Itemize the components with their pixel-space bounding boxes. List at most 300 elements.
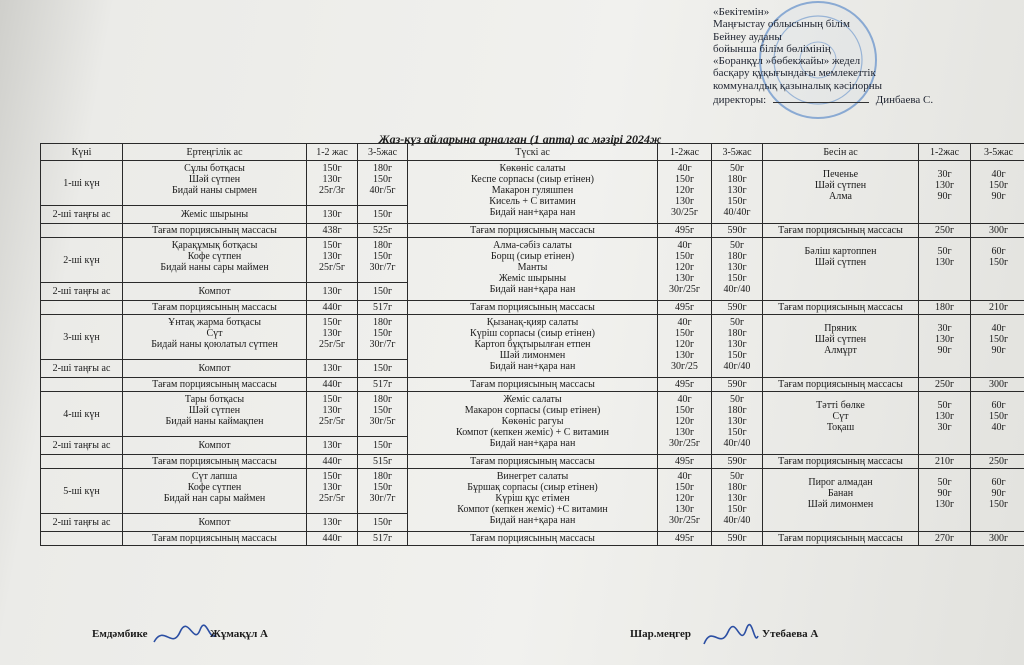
- day-label: 3-ші күн: [41, 315, 123, 360]
- breakfast-item: Бидай наны сырмен: [172, 185, 257, 196]
- portion-mass-row: [41, 455, 1024, 469]
- lunch-item: Бидай нан+қара нан: [489, 207, 576, 218]
- mass-day-spacer: [41, 378, 123, 392]
- mass-label: Тағам порциясының массасы: [408, 224, 658, 238]
- day-label: 2-ші күн: [41, 238, 123, 283]
- menu-table: [40, 143, 1024, 546]
- lunch-item: Шәй лимонмен: [499, 350, 566, 361]
- mass-value: 495г: [658, 532, 712, 546]
- portion-value: 180г: [372, 394, 393, 405]
- lunch-items: [408, 469, 658, 532]
- mass-value: 495г: [658, 301, 712, 315]
- portion-value: 130г: [322, 328, 342, 339]
- breakfast-portions-age1: [307, 238, 358, 283]
- breakfast-item: Тары ботқасы: [184, 394, 245, 405]
- portion-value: 40г: [677, 471, 692, 482]
- mass-value: 180г: [919, 301, 971, 315]
- lunch-item: Алма-сәбіз салаты: [493, 240, 572, 251]
- mass-label: Тағам порциясының массасы: [763, 224, 919, 238]
- portion-value: 150г: [988, 411, 1009, 422]
- portion-value: 150г: [988, 499, 1009, 510]
- lunch-items: [408, 392, 658, 455]
- lunch-item: Бидай нан+қара нан: [489, 361, 576, 372]
- lunch-items: [408, 315, 658, 378]
- approval-line: бойынша білім бөлімінің: [713, 42, 831, 55]
- snack-item: Печенье: [822, 169, 859, 180]
- portion-value: 30г/25г: [669, 284, 700, 295]
- portion-value: 150г: [372, 174, 393, 185]
- portion-value: 150г: [322, 163, 342, 174]
- portion-value: 30г/7г: [369, 493, 396, 504]
- breakfast-item: Кофе сүтпен: [187, 482, 242, 493]
- breakfast-items: [123, 238, 307, 283]
- breakfast-item: Сұлы ботқасы: [184, 163, 245, 174]
- mass-value: 440г: [307, 301, 358, 315]
- header-lunch-age2: 3-5жас: [712, 144, 763, 161]
- snack-items: [763, 315, 919, 378]
- mass-label: Тағам порциясының массасы: [763, 455, 919, 469]
- lunch-item: Бидай нан+қара нан: [489, 515, 576, 526]
- portion-value: 60г: [991, 477, 1006, 488]
- mass-value: 590г: [712, 532, 763, 546]
- portion-value: 30г/25: [671, 361, 698, 372]
- mass-value: 250г: [971, 455, 1024, 469]
- portion-value: 150г: [358, 360, 408, 378]
- lunch-items: [408, 238, 658, 301]
- portion-value: 150г: [372, 251, 393, 262]
- lunch-item: Манты: [517, 262, 548, 273]
- breakfast-item: Кофе сүтпен: [187, 251, 242, 262]
- approval-block: [713, 6, 953, 106]
- header-snack-age1: 1-2жас: [919, 144, 971, 161]
- breakfast-items: [123, 161, 307, 206]
- portion-value: 40г: [677, 317, 692, 328]
- portion-value: 40г/5г: [369, 185, 396, 196]
- breakfast-item: Бидай нан сары маймен: [163, 493, 266, 504]
- portion-value: 90г: [991, 345, 1006, 356]
- day-main-row: [41, 238, 1024, 283]
- header-snack: Бесін ас: [763, 144, 919, 161]
- portion-value: 60г: [991, 400, 1006, 411]
- lunch-item: Бидай нан+қара нан: [489, 284, 576, 295]
- mass-value: 495г: [658, 224, 712, 238]
- mass-label: Тағам порциясының массасы: [123, 455, 307, 469]
- portion-value: 180г: [727, 405, 747, 416]
- breakfast-portions-age2: [358, 392, 408, 437]
- portion-value: 30/25г: [671, 207, 698, 218]
- mass-value: 250г: [919, 378, 971, 392]
- lunch-item: Көкөніс рагуы: [501, 416, 564, 427]
- snack-item: Алмұрт: [824, 345, 857, 356]
- portion-value: 50г: [729, 163, 745, 174]
- snack-item: Сүт: [832, 411, 849, 422]
- portion-value: 50г: [729, 240, 745, 251]
- second-breakfast-item: Компот: [123, 283, 307, 301]
- day-label: 4-ші күн: [41, 392, 123, 437]
- portion-value: 130г: [727, 493, 747, 504]
- portion-value: 180г: [727, 174, 747, 185]
- lunch-item: Жеміс шырыны: [498, 273, 567, 284]
- mass-value: 438г: [307, 224, 358, 238]
- lunch-items: [408, 161, 658, 224]
- second-breakfast-label: 2-ші таңғы ас: [41, 360, 123, 378]
- portion-value: 130г: [674, 427, 695, 438]
- mass-value: 440г: [307, 455, 358, 469]
- portion-value: 130г: [674, 504, 695, 515]
- portion-value: 130г: [322, 482, 342, 493]
- portion-value: 150г: [674, 251, 695, 262]
- portion-value: 130г: [307, 283, 358, 301]
- second-breakfast-label: 2-ші таңғы ас: [41, 437, 123, 455]
- snack-item: Бәліш картоппен: [804, 246, 877, 257]
- mass-value: 210г: [971, 301, 1024, 315]
- portion-mass-row: [41, 532, 1024, 546]
- second-breakfast-label: 2-ші таңғы ас: [41, 514, 123, 532]
- portion-value: 40г/40: [723, 515, 751, 526]
- second-breakfast-label: 2-ші таңғы ас: [41, 283, 123, 301]
- portion-mass-row: [41, 224, 1024, 238]
- portion-value: 130г: [322, 405, 342, 416]
- breakfast-item: Сүт лапша: [191, 471, 238, 482]
- day-main-row: [41, 161, 1024, 206]
- snack-portions-age1: [919, 161, 971, 224]
- signature-right-icon: [700, 618, 760, 656]
- signature-left-name: Жұмақұл А: [210, 628, 268, 640]
- second-breakfast-item: Компот: [123, 514, 307, 532]
- portion-value: 50г: [729, 471, 745, 482]
- header-day: Күні: [41, 144, 123, 161]
- portion-value: 40г: [991, 323, 1006, 334]
- portion-value: 50г: [937, 246, 952, 257]
- portion-value: 150г: [322, 317, 342, 328]
- portion-value: 150г: [674, 174, 695, 185]
- signatures: [0, 624, 1024, 665]
- portion-value: 40г: [677, 163, 692, 174]
- day-main-row: [41, 315, 1024, 360]
- portion-value: 50г: [729, 394, 745, 405]
- mass-value: 495г: [658, 455, 712, 469]
- mass-value: 210г: [919, 455, 971, 469]
- day-label: 5-ші күн: [41, 469, 123, 514]
- portion-value: 150г: [358, 514, 408, 532]
- snack-item: Алма: [829, 191, 852, 202]
- lunch-item: Винегрет салаты: [496, 471, 569, 482]
- snack-portions-age1: [919, 469, 971, 532]
- mass-day-spacer: [41, 532, 123, 546]
- snack-items: [763, 469, 919, 532]
- lunch-portions-age1: [658, 238, 712, 301]
- approval-line: «Боранқұл »бөбекжайы» жедел: [713, 55, 861, 68]
- lunch-portions-age1: [658, 161, 712, 224]
- portion-value: 50г: [937, 477, 952, 488]
- portion-value: 150г: [358, 437, 408, 455]
- snack-portions-age2: [971, 315, 1024, 378]
- breakfast-item: Шәй сүтпен: [188, 405, 241, 416]
- director-name: Динбаева С.: [875, 94, 934, 107]
- breakfast-item: Ұнтақ жарма ботқасы: [167, 317, 262, 328]
- header-lunch-age1: 1-2жас: [658, 144, 712, 161]
- breakfast-portions-age1: [307, 315, 358, 360]
- portion-value: 30г/7г: [369, 262, 396, 273]
- portion-value: 30г: [937, 169, 952, 180]
- lunch-item: Күріш құс етімен: [495, 493, 570, 504]
- mass-value: 300г: [971, 532, 1024, 546]
- portion-value: 150г: [727, 273, 747, 284]
- lunch-item: Кисель + С витамин: [489, 196, 576, 207]
- portion-value: 30г/25г: [669, 438, 700, 449]
- portion-value: 25г/5г: [319, 493, 345, 504]
- snack-item: Пирог алмадан: [808, 477, 873, 488]
- snack-portions-age2: [971, 469, 1024, 532]
- portion-value: 40г: [991, 169, 1006, 180]
- mass-label: Тағам порциясының массасы: [123, 532, 307, 546]
- mass-value: 590г: [712, 455, 763, 469]
- portion-value: 30г: [937, 323, 952, 334]
- portion-value: 25г/5г: [319, 416, 345, 427]
- mass-value: 440г: [307, 378, 358, 392]
- portion-value: 120г: [674, 493, 695, 504]
- lunch-item: Компот (кепкен жеміс) + С витамин: [456, 427, 609, 438]
- snack-portions-age2: [971, 238, 1024, 301]
- portion-value: 120г: [674, 185, 695, 196]
- lunch-item: Макарон гуляшпен: [491, 185, 574, 196]
- snack-item: Тоқаш: [826, 422, 855, 433]
- snack-item: Пряник: [824, 323, 857, 334]
- lunch-item: Борщ (сиыр етінен): [490, 251, 575, 262]
- snack-portions-age1: [919, 315, 971, 378]
- portion-value: 90г: [991, 191, 1006, 202]
- breakfast-portions-age2: [358, 315, 408, 360]
- breakfast-portions-age1: [307, 392, 358, 437]
- day-label: 1-ші күн: [41, 161, 123, 206]
- lunch-portions-age2: [712, 315, 763, 378]
- signature-right-label: Шар.меңгер: [630, 628, 692, 640]
- lunch-item: Бұршақ сорпасы (сиыр етінен): [467, 482, 598, 493]
- portion-value: 150г: [372, 482, 393, 493]
- director-label: директоры:: [713, 94, 767, 107]
- snack-item: Шәй сүтпен: [814, 257, 867, 268]
- mass-label: Тағам порциясының массасы: [123, 301, 307, 315]
- breakfast-item: Шәй сүтпен: [188, 174, 241, 185]
- portion-value: 130г: [322, 174, 342, 185]
- portion-value: 150г: [372, 328, 393, 339]
- mass-value: 270г: [919, 532, 971, 546]
- breakfast-items: [123, 392, 307, 437]
- signature-left-label: Емдәмбике: [92, 628, 148, 640]
- mass-label: Тағам порциясының массасы: [763, 301, 919, 315]
- mass-value: 517г: [358, 301, 408, 315]
- mass-value: 590г: [712, 378, 763, 392]
- portion-value: 150г: [674, 328, 695, 339]
- portion-value: 150г: [358, 283, 408, 301]
- portion-value: 40/40г: [723, 207, 751, 218]
- mass-label: Тағам порциясының массасы: [123, 378, 307, 392]
- portion-value: 40г/40: [723, 284, 751, 295]
- mass-day-spacer: [41, 224, 123, 238]
- second-breakfast-label: 2-ші таңғы ас: [41, 206, 123, 224]
- approval-line: «Бекітемін»: [713, 6, 770, 18]
- header-age1: 1-2 жас: [307, 144, 358, 161]
- portion-value: 120г: [674, 416, 695, 427]
- header-age2: 3-5жас: [358, 144, 408, 161]
- header-snack-age2: 3-5жас: [971, 144, 1024, 161]
- portion-value: 150г: [727, 427, 747, 438]
- lunch-item: Макарон сорпасы (сиыр етінен): [464, 405, 601, 416]
- lunch-item: Кеспе сорпасы (сиыр етінен): [471, 174, 594, 185]
- lunch-item: Көкөніс салаты: [499, 163, 566, 174]
- menu-body: [41, 161, 1024, 546]
- approval-line: Бейнеу ауданы: [713, 30, 782, 43]
- mass-value: 590г: [712, 224, 763, 238]
- mass-label: Тағам порциясының массасы: [408, 455, 658, 469]
- portion-value: 130г: [934, 257, 955, 268]
- portion-value: 40г/40: [723, 438, 751, 449]
- portion-value: 130г: [934, 334, 955, 345]
- portion-value: 180г: [372, 163, 393, 174]
- portion-value: 40г: [677, 240, 692, 251]
- portion-value: 180г: [727, 328, 747, 339]
- mass-value: 495г: [658, 378, 712, 392]
- portion-value: 150г: [988, 257, 1009, 268]
- mass-value: 517г: [358, 532, 408, 546]
- lunch-portions-age2: [712, 161, 763, 224]
- breakfast-portions-age1: [307, 469, 358, 514]
- lunch-portions-age2: [712, 392, 763, 455]
- header-breakfast: Ертеңгілік ас: [123, 144, 307, 161]
- portion-value: 150г: [358, 206, 408, 224]
- snack-item: Банан: [827, 488, 854, 499]
- portion-value: 30г/25г: [669, 515, 700, 526]
- lunch-portions-age1: [658, 315, 712, 378]
- portion-value: 130г: [934, 411, 955, 422]
- snack-items: [763, 238, 919, 301]
- portion-value: 180г: [727, 251, 747, 262]
- snack-portions-age1: [919, 238, 971, 301]
- portion-value: 180г: [727, 482, 747, 493]
- portion-value: 30г: [937, 422, 952, 433]
- mass-value: 300г: [971, 224, 1024, 238]
- portion-value: 130г: [727, 262, 747, 273]
- approval-line: басқару құқығындағы мемлекеттік: [713, 67, 876, 80]
- mass-label: Тағам порциясының массасы: [408, 301, 658, 315]
- portion-value: 130г: [727, 416, 747, 427]
- portion-value: 130г: [934, 180, 955, 191]
- snack-portions-age1: [919, 392, 971, 455]
- portion-value: 150г: [674, 482, 695, 493]
- portion-value: 130г: [934, 499, 955, 510]
- portion-value: 50г: [729, 317, 745, 328]
- portion-value: 150г: [372, 405, 393, 416]
- header-lunch: Түскі ас: [408, 144, 658, 161]
- portion-value: 130г: [727, 339, 747, 350]
- lunch-item: Картоп бұқтырылған етпен: [474, 339, 591, 350]
- day-main-row: [41, 392, 1024, 437]
- portion-value: 150г: [727, 350, 747, 361]
- breakfast-portions-age2: [358, 469, 408, 514]
- second-breakfast-item: Компот: [123, 360, 307, 378]
- portion-value: 150г: [322, 240, 342, 251]
- breakfast-item: Сүт: [206, 328, 223, 339]
- mass-value: 515г: [358, 455, 408, 469]
- mass-value: 525г: [358, 224, 408, 238]
- portion-value: 40г/40: [723, 361, 751, 372]
- approval-line: коммуналдық қазыналық кәсіпорны: [713, 79, 883, 92]
- lunch-item: Күріш сорпасы (сиыр етінен): [470, 328, 595, 339]
- breakfast-items: [123, 315, 307, 360]
- lunch-item: Жеміс салаты: [503, 394, 562, 405]
- mass-day-spacer: [41, 455, 123, 469]
- mass-label: Тағам порциясының массасы: [763, 532, 919, 546]
- lunch-portions-age1: [658, 469, 712, 532]
- portion-value: 60г: [991, 246, 1006, 257]
- portion-value: 130г: [674, 350, 695, 361]
- portion-mass-row: [41, 378, 1024, 392]
- portion-value: 150г: [674, 405, 695, 416]
- portion-value: 120г: [674, 262, 695, 273]
- breakfast-item: Бидай наны каймақпен: [165, 416, 264, 427]
- breakfast-portions-age1: [307, 161, 358, 206]
- signature-right-name: Утебаева А: [762, 628, 819, 640]
- mass-label: Тағам порциясының массасы: [763, 378, 919, 392]
- portion-value: 130г: [307, 360, 358, 378]
- snack-items: [763, 161, 919, 224]
- director-line: [713, 94, 953, 106]
- portion-value: 150г: [988, 180, 1009, 191]
- portion-value: 180г: [372, 471, 393, 482]
- portion-value: 120г: [674, 339, 695, 350]
- second-breakfast-item: Жеміс шырыны: [123, 206, 307, 224]
- portion-value: 90г: [991, 488, 1006, 499]
- mass-label: Тағам порциясының массасы: [123, 224, 307, 238]
- snack-item: Тәтті бөлке: [816, 400, 865, 411]
- snack-portions-age2: [971, 392, 1024, 455]
- mass-label: Тағам порциясының массасы: [408, 378, 658, 392]
- mass-value: 250г: [919, 224, 971, 238]
- portion-value: 150г: [322, 394, 342, 405]
- portion-value: 130г: [674, 196, 695, 207]
- breakfast-item: Бидай наны сары маймен: [160, 262, 269, 273]
- portion-value: 150г: [727, 504, 747, 515]
- day-main-row: [41, 469, 1024, 514]
- portion-value: 150г: [988, 334, 1009, 345]
- snack-item: Шәй лимонмен: [807, 499, 874, 510]
- mass-value: 300г: [971, 378, 1024, 392]
- breakfast-portions-age2: [358, 238, 408, 283]
- portion-value: 90г: [937, 488, 952, 499]
- breakfast-item: Қарақұмық ботқасы: [171, 240, 258, 251]
- portion-value: 130г: [307, 206, 358, 224]
- approval-line: Маңғыстау облысының білім: [713, 18, 850, 31]
- portion-value: 130г: [307, 514, 358, 532]
- lunch-portions-age2: [712, 238, 763, 301]
- portion-value: 25г/3г: [319, 185, 345, 196]
- portion-value: 150г: [322, 471, 342, 482]
- snack-portions-age2: [971, 161, 1024, 224]
- mass-value: 440г: [307, 532, 358, 546]
- portion-value: 25г/5г: [319, 262, 345, 273]
- snack-item: Шәй сүтпен: [814, 334, 867, 345]
- portion-value: 90г: [937, 345, 952, 356]
- portion-value: 130г: [727, 185, 747, 196]
- portion-value: 40г: [991, 422, 1006, 433]
- mass-value: 517г: [358, 378, 408, 392]
- portion-value: 130г: [307, 437, 358, 455]
- snack-items: [763, 392, 919, 455]
- breakfast-items: [123, 469, 307, 514]
- portion-mass-row: [41, 301, 1024, 315]
- lunch-item: Компот (кепкен жеміс) +С витамин: [457, 504, 608, 515]
- lunch-portions-age2: [712, 469, 763, 532]
